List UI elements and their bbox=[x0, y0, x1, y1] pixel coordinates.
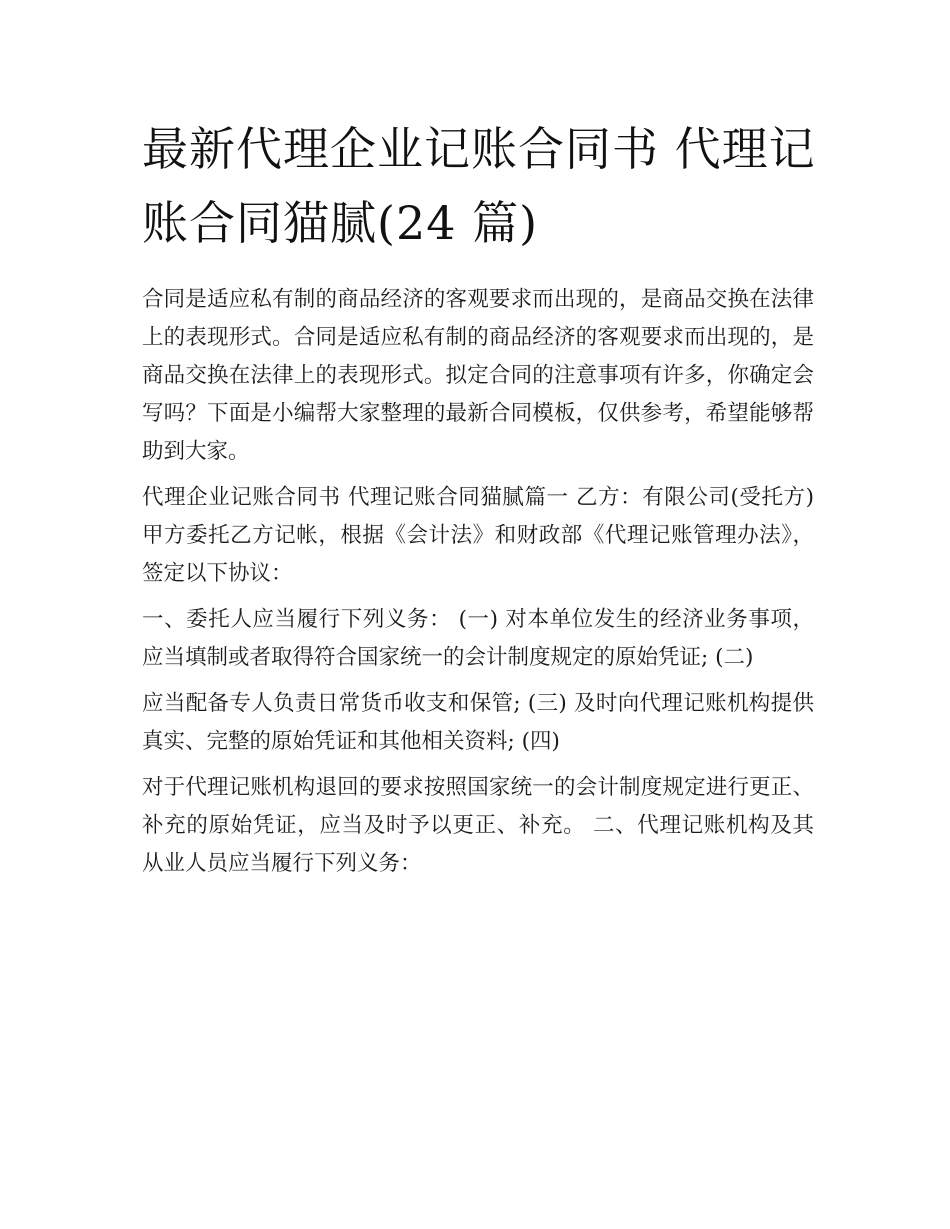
document-body bbox=[142, 281, 814, 891]
paragraph-intro: 合同是适应私有制的商品经济的客观要求而出现的，是商品交换在法律上的表现形式。合同是适应私有制的商品经济的客观要求而出现的，是商品交换在法律上的表现形式。拟定合同的注意事项有许多，你确定会写吗？下面是小编帮大家整理的最新合同模板，仅供参考，希望能够帮助到大家。 bbox=[142, 287, 814, 464]
paragraph-contract-header: 代理企业记账合同书 代理记账合同猫腻篇一 乙方：有限公司(受托方) 甲方委托乙方记帐，根据《会计法》和财政部《代理记账管理办法》，签定以下协议： bbox=[142, 485, 814, 586]
document-title: 最新代理企业记账合同书 代理记账合同猫腻(24 篇) bbox=[142, 122, 816, 250]
paragraph-cash-custody: 应当配备专人负责日常货币收支和保管; (三) 及时向代理记账机构提供真实、完整的原始凭证和其他相关资料; (四) bbox=[142, 691, 814, 754]
paragraph-corrections: 对于代理记账机构退回的要求按照国家统一的会计制度规定进行更正、补充的原始凭证，应当及时予以更正、补充。 二、代理记账机构及其从业人员应当履行下列义务： bbox=[142, 775, 814, 876]
paragraph-client-duties: 一、委托人应当履行下列义务： (一) 对本单位发生的经济业务事项，应当填制或者取得符合国家统一的会计制度规定的原始凭证; (二) bbox=[142, 607, 814, 670]
